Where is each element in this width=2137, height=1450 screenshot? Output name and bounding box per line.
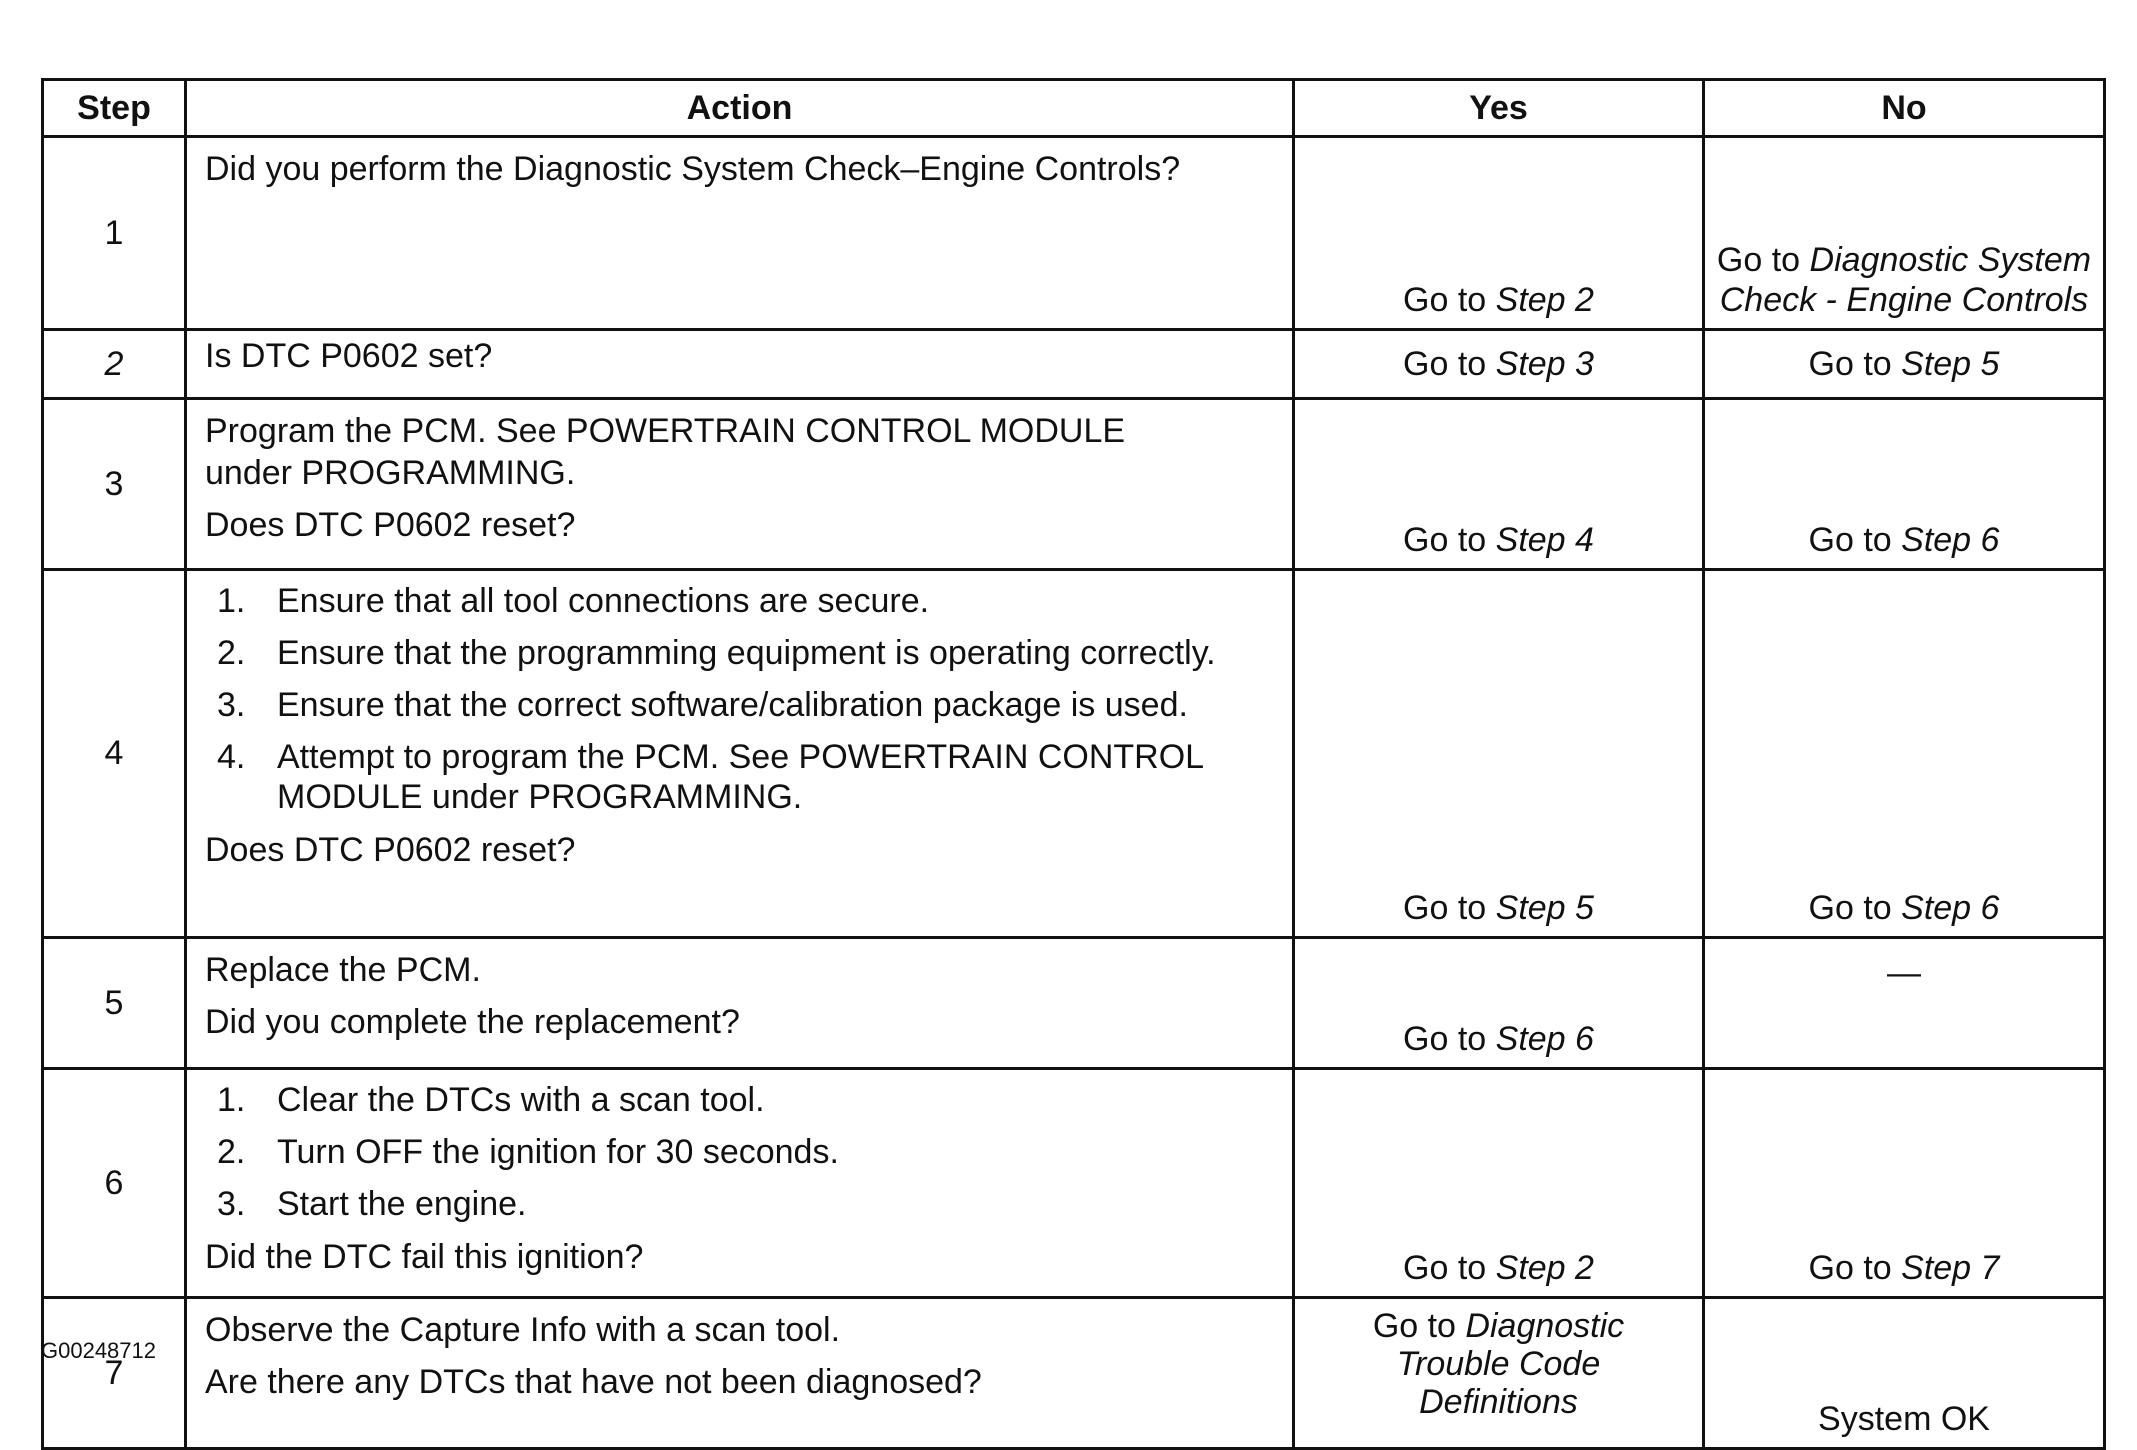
yes-cell [1294, 570, 1704, 938]
list-item-text: Ensure that all tool connections are secure. [277, 582, 930, 620]
no-cell [1704, 570, 2105, 938]
yes-target: Step 5 [1495, 889, 1594, 927]
yes-cell [1294, 938, 1704, 1069]
yes-target: Step 3 [1495, 345, 1594, 383]
list-item-text: Ensure that the correct software/calibration package is used. [277, 686, 1188, 724]
action-cell [186, 938, 1294, 1069]
list-item: 2. Ensure that the programming equipment is operating correctly. [205, 633, 1276, 673]
yes-prefix: Go to [1403, 281, 1496, 319]
action-cell [186, 137, 1294, 330]
list-item: 3. Ensure that the correct software/calibration package is used. [205, 685, 1276, 725]
yes-cell [1294, 1298, 1704, 1449]
step-number: 5 [43, 938, 186, 1069]
list-item: 2. Turn OFF the ignition for 30 seconds. [205, 1132, 1276, 1172]
action-text: Did you perform the Diagnostic System Check–Engine Controls? [205, 150, 1181, 188]
no-cell [1704, 330, 2105, 399]
action-cell [186, 399, 1294, 570]
procedure-list [205, 1080, 1276, 1224]
no-target: Step 7 [1901, 1249, 2000, 1287]
no-target: Step 5 [1901, 345, 2000, 383]
header-yes: Yes [1294, 80, 1704, 137]
action-text: Is DTC P0602 set? [205, 337, 493, 375]
action-question: Does DTC P0602 reset? [205, 506, 576, 544]
header-no: No [1704, 80, 2105, 137]
action-question: Are there any DTCs that have not been diagnosed? [205, 1363, 982, 1401]
yes-prefix: Go to [1372, 1307, 1466, 1345]
yes-cell [1294, 137, 1704, 330]
list-item-text: Turn OFF the ignition for 30 seconds. [277, 1133, 839, 1171]
list-item: 1. Ensure that all tool connections are secure. [205, 581, 1276, 621]
header-step: Step [43, 80, 186, 137]
table-row [43, 330, 2105, 399]
action-text: Program the PCM. See POWERTRAIN CONTROL MODULE under PROGRAMMING. [205, 412, 1126, 492]
table-row [43, 137, 2105, 330]
step-number: 1 [43, 137, 186, 330]
no-cell [1704, 1069, 2105, 1298]
list-item-text: Start the engine. [277, 1185, 527, 1223]
action-cell [186, 1069, 1294, 1298]
action-cell [186, 330, 1294, 399]
diagnostic-table [41, 78, 2106, 1450]
action-cell [186, 1298, 1294, 1449]
list-item-text: Clear the DTCs with a scan tool. [277, 1081, 765, 1119]
header-row [43, 80, 2105, 137]
no-dash: — [1887, 954, 1921, 992]
no-cell [1704, 399, 2105, 570]
no-cell [1704, 1298, 2105, 1449]
no-text: System OK [1818, 1400, 1990, 1438]
yes-prefix: Go to [1403, 1249, 1496, 1287]
procedure-list [205, 581, 1276, 817]
no-prefix: Go to [1808, 889, 1902, 927]
table-row [43, 1069, 2105, 1298]
figure-id: G00248712 [41, 1338, 156, 1363]
yes-target: Diagnostic Trouble Code Definitions [1396, 1307, 1625, 1421]
header-action: Action [186, 80, 1294, 137]
list-item: 1. Clear the DTCs with a scan tool. [205, 1080, 1276, 1120]
no-target: Step 6 [1901, 889, 2000, 927]
no-cell [1704, 938, 2105, 1069]
action-text: Observe the Capture Info with a scan tool. [205, 1311, 841, 1349]
table-row [43, 399, 2105, 570]
step-number: 3 [43, 399, 186, 570]
yes-cell [1294, 399, 1704, 570]
no-target: Step 6 [1901, 521, 2000, 559]
no-cell [1704, 137, 2105, 330]
yes-prefix: Go to [1403, 521, 1496, 559]
step-number: 6 [43, 1069, 186, 1298]
no-prefix: Go to [1808, 1249, 1902, 1287]
yes-cell [1294, 330, 1704, 399]
table-row [43, 1298, 2105, 1449]
table-row [43, 938, 2105, 1069]
action-question: Did you complete the replacement? [205, 1003, 740, 1041]
yes-prefix: Go to [1403, 889, 1496, 927]
yes-target: Step 6 [1495, 1020, 1594, 1058]
no-prefix: Go to [1716, 241, 1810, 279]
yes-cell [1294, 1069, 1704, 1298]
step-number: 2 [43, 330, 186, 399]
list-item-text: Attempt to program the PCM. See POWERTRAIN CONTROL MODULE under PROGRAMMING. [277, 738, 1203, 816]
table-row [43, 570, 2105, 938]
yes-prefix: Go to [1403, 1020, 1496, 1058]
action-cell [186, 570, 1294, 938]
no-prefix: Go to [1808, 345, 1902, 383]
yes-prefix: Go to [1403, 345, 1496, 383]
yes-target: Step 2 [1495, 1249, 1594, 1287]
action-question: Did the DTC fail this ignition? [205, 1238, 644, 1276]
yes-target: Step 2 [1495, 281, 1594, 319]
list-item: 4. Attempt to program the PCM. See POWERTRAIN CONTROL MODULE under PROGRAMMING. [205, 737, 1276, 817]
action-text: Replace the PCM. [205, 951, 481, 989]
list-item-text: Ensure that the programming equipment is operating correctly. [277, 634, 1216, 672]
list-item: 3. Start the engine. [205, 1184, 1276, 1224]
no-target: Diagnostic System Check - Engine Controls [1719, 241, 2092, 319]
yes-target: Step 4 [1495, 521, 1594, 559]
no-prefix: Go to [1808, 521, 1902, 559]
step-number: 4 [43, 570, 186, 938]
action-question: Does DTC P0602 reset? [205, 831, 576, 869]
step-number: 7 [43, 1298, 186, 1449]
